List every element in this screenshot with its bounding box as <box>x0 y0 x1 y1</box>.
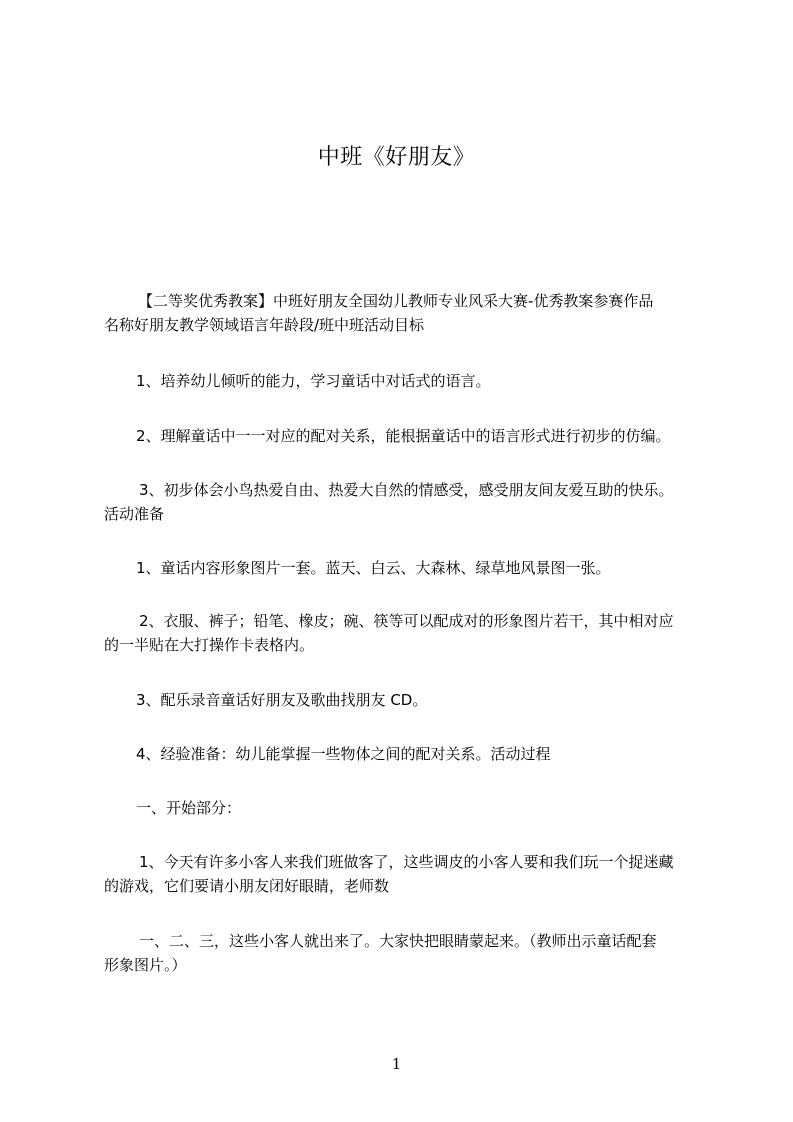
paragraph-11 <box>104 929 724 977</box>
paragraph-3-line-1: 2、理解童话中一一对应的配对关系，能根据童话中的语言形式进行初步的仿编。 <box>136 427 671 445</box>
paragraph-1-line-1: 【二等奖优秀教案】中班好朋友全国幼儿教师专业风采大赛-优秀教案参赛作品 <box>138 292 654 310</box>
paragraph-7 <box>104 688 724 712</box>
paragraph-2 <box>104 369 724 393</box>
document-title: 中班《好朋友》 <box>317 145 476 170</box>
paragraph-2-line-1: 1、培养幼儿倾听的能力，学习童话中对话式的语言。 <box>136 372 491 390</box>
paragraph-4 <box>104 478 724 526</box>
paragraph-10-line-2: 的游戏，它们要请小朋友闭好眼睛，老师数 <box>104 877 390 895</box>
paragraph-9-line-1: 一、开始部分： <box>136 799 242 817</box>
paragraph-5-line-1: 1、童话内容形象图片一套。蓝天、白云、大森林、绿草地风景图一张。 <box>136 559 611 577</box>
page-number: 1 <box>391 1055 402 1073</box>
paragraph-1-line-2: 名称好朋友教学领域语言年龄段/班中班活动目标 <box>104 316 425 334</box>
paragraph-6-line-2: 的一半贴在大打操作卡表格内。 <box>104 636 315 654</box>
paragraph-4-line-2: 活动准备 <box>104 505 165 523</box>
paragraph-11-line-1: 一、二、三，这些小客人就出来了。大家快把眼睛蒙起来。（教师出示童话配套 <box>139 932 657 950</box>
paragraph-5 <box>104 556 724 580</box>
paragraph-6-line-1: 2、衣服、裤子；铅笔、橡皮；碗、筷等可以配成对的形象图片若干，其中相对应 <box>139 612 674 630</box>
paragraph-4-line-1: 3、初步体会小鸟热爱自由、热爱大自然的情感受，感受朋友间友爱互助的快乐。 <box>139 481 674 499</box>
paragraph-9 <box>104 796 724 820</box>
paragraph-7-line-1: 3、配乐录音童话好朋友及歌曲找朋友 CD。 <box>136 691 428 709</box>
paragraph-1 <box>104 289 724 337</box>
paragraph-8-line-1: 4、经验准备：幼儿能掌握一些物体之间的配对关系。活动过程 <box>136 745 551 763</box>
paragraph-10-line-1: 1、今天有许多小客人来我们班做客了，这些调皮的小客人要和我们玩一个捉迷藏 <box>139 853 674 871</box>
paragraph-6 <box>104 609 724 657</box>
paragraph-10 <box>104 850 724 898</box>
paragraph-3 <box>104 424 724 448</box>
paragraph-11-line-2: 形象图片。） <box>104 956 187 974</box>
paragraph-8 <box>104 742 724 766</box>
